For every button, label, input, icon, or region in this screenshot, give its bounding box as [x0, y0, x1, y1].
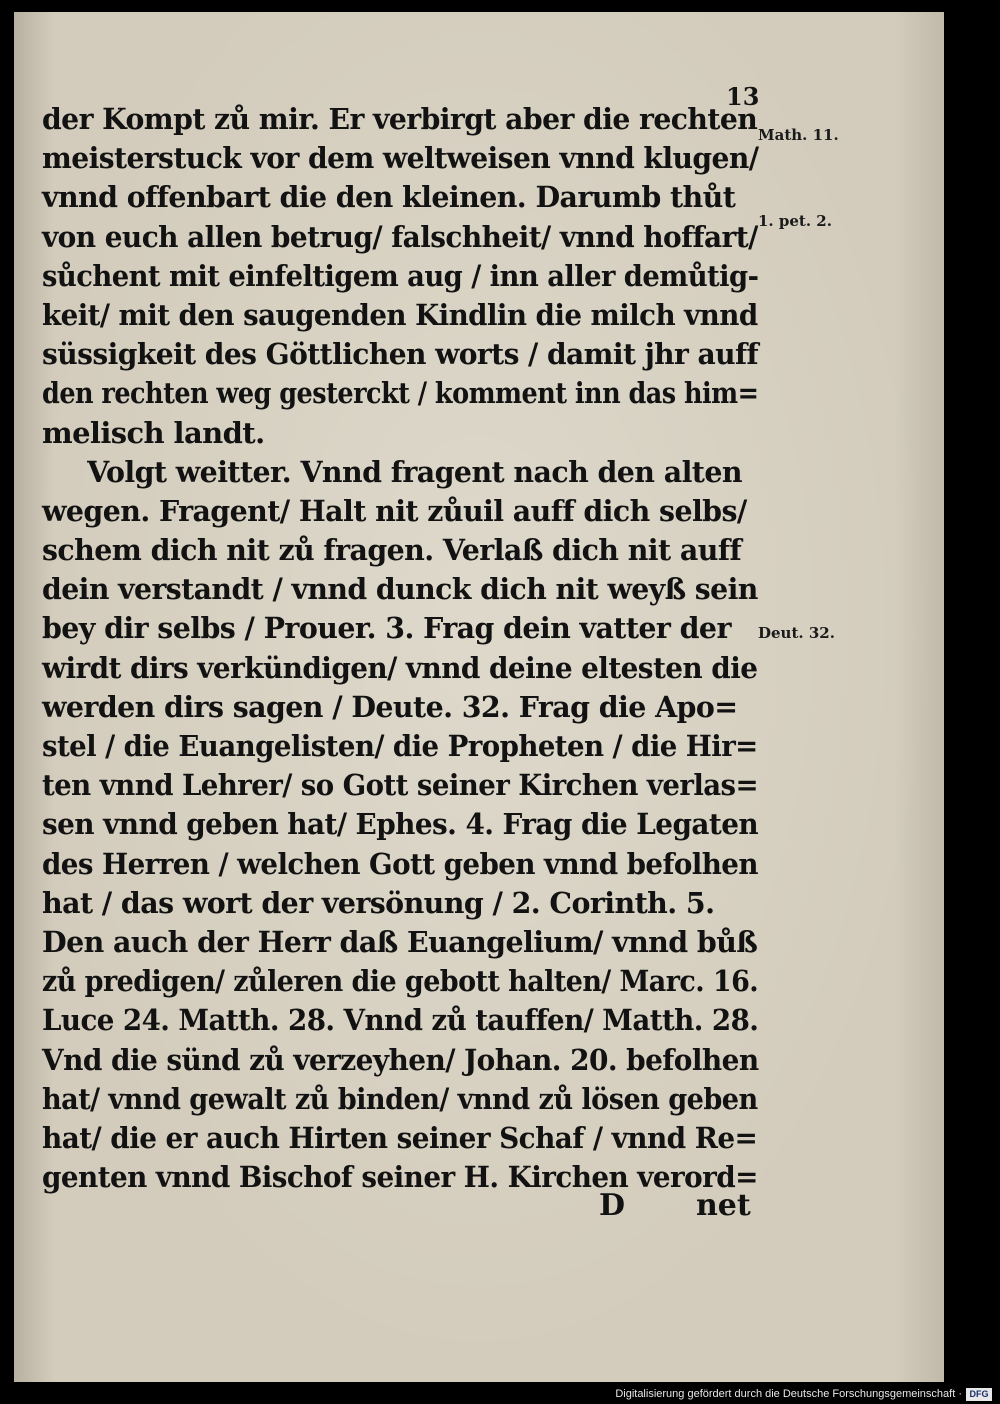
margin-note-peter: 1. pet. 2.	[758, 212, 832, 230]
text-line: stel / die Euangelisten/ die Propheten / die Hir=	[42, 729, 758, 763]
digitization-credit: Digitalisierung gefördert durch die Deutsche Forschungsgemeinschaft ·	[615, 1388, 962, 1400]
signature-mark: D	[599, 1188, 626, 1223]
text-line: Volgt weitter. Vnnd fragent nach den alten	[87, 454, 742, 489]
scanned-page	[14, 12, 944, 1382]
text-block	[42, 100, 772, 1197]
text-line: ten vnnd Lehrer/ so Gott seiner Kirchen verlas=	[42, 768, 759, 803]
text-line: dein verstandt / vnnd dunck dich nit weyß sein	[42, 572, 758, 607]
text-line: werden dirs sagen / Deute. 32. Frag die Apo=	[42, 689, 738, 724]
text-line: bey dir selbs / Prouer. 3. Frag dein vatter der	[42, 611, 731, 646]
text-line: vnnd offenbart die den kleinen. Darumb thůt	[42, 180, 736, 215]
text-line: von euch allen betrug/ falschheit/ vnnd hoffart/	[42, 219, 758, 254]
text-line: genten vnnd Bischof seiner H. Kirchen verord=	[42, 1160, 758, 1195]
margin-note-matthew: Math. 11.	[758, 126, 839, 144]
text-line: sůchent mit einfeltigem aug / inn aller demůtig-	[42, 258, 759, 293]
page-number: 13	[726, 82, 760, 111]
text-line: melisch landt.	[42, 415, 265, 450]
text-line: keit/ mit den saugenden Kindlin die milch vnnd	[42, 297, 758, 332]
text-line: den rechten weg gesterckt / komment inn das him=	[42, 376, 759, 411]
text-line: hat/ die er auch Hirten seiner Schaf / vnnd Re=	[42, 1120, 758, 1155]
text-line: süssigkeit des Göttlichen worts / damit jhr auff	[42, 337, 759, 372]
text-line: wegen. Fragent/ Halt nit zůuil auff dich selbs/	[42, 493, 747, 528]
catchword: net	[696, 1188, 751, 1223]
text-line: sen vnnd geben hat/ Ephes. 4. Frag die Legaten	[42, 807, 759, 842]
text-line: zů predigen/ zůleren die gebott halten/ Marc. 16.	[42, 964, 759, 999]
text-line: meisterstuck vor dem weltweisen vnnd klugen/	[42, 141, 759, 176]
text-line: hat / das wort der versönung / 2. Corinth. 5.	[42, 885, 715, 920]
text-line: hat/ vnnd gewalt zů binden/ vnnd zů lösen geben	[42, 1081, 758, 1116]
text-line: wirdt dirs verkündigen/ vnnd deine eltesten die	[42, 650, 758, 685]
margin-note-deuteronomy: Deut. 32.	[758, 624, 835, 642]
text-line: des Herren / welchen Gott geben vnnd befolhen	[42, 846, 758, 881]
text-line: schem dich nit zů fragen. Verlaß dich nit auff	[42, 533, 742, 568]
text-line: Luce 24. Matth. 28. Vnnd zů tauffen/ Matth. 28.	[42, 1003, 759, 1038]
text-line: Vnd die sünd zů verzeyhen/ Johan. 20. befolhen	[42, 1042, 759, 1077]
text-line: Den auch der Herr daß Euangelium/ vnnd bůß	[42, 924, 758, 959]
text-line: der Kompt zů mir. Er verbirgt aber die rechten	[42, 102, 758, 136]
dfg-logo: DFG	[966, 1388, 992, 1401]
